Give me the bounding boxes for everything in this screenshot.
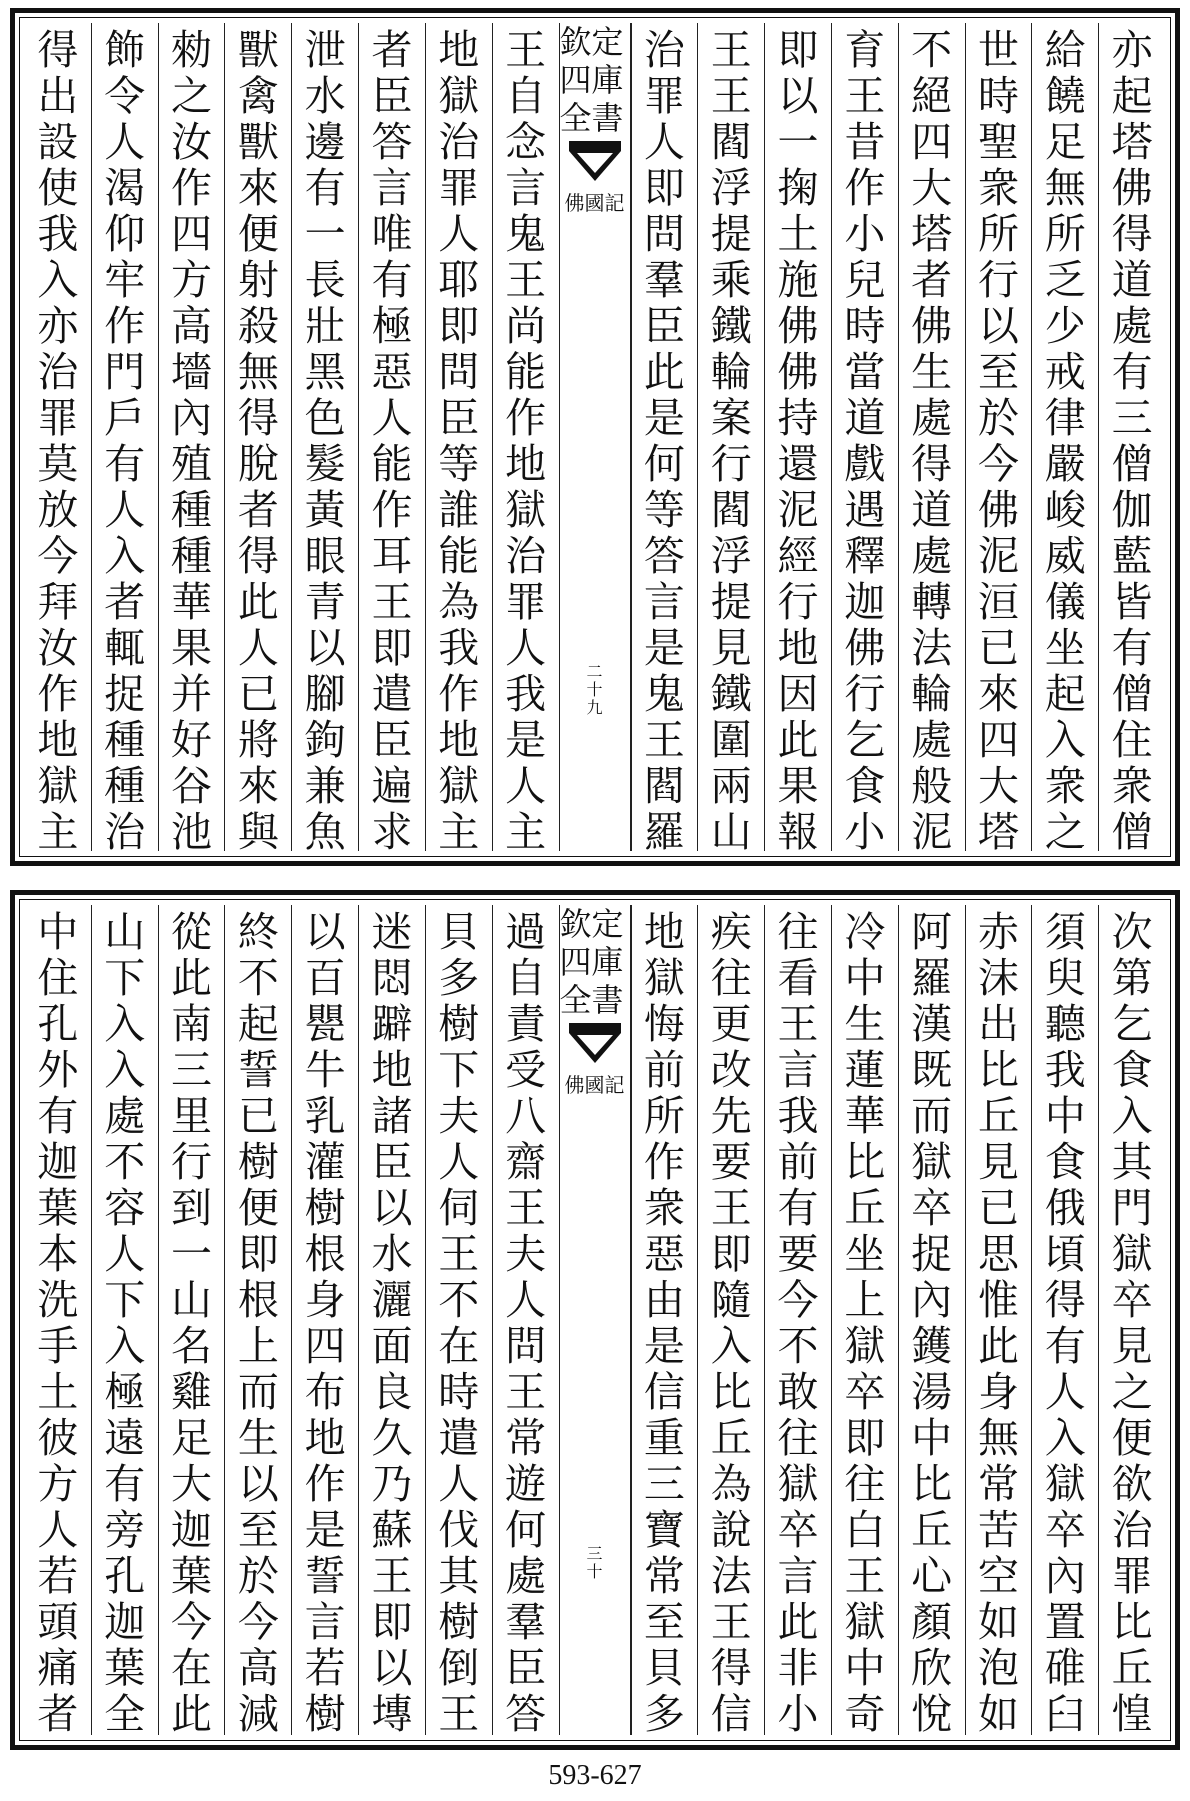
text-column: 世 時 聖 衆 所 行 以 至 於 今 佛 泥 洹 已 來 四 大 塔 (965, 23, 1032, 851)
text-column: 獸 禽 獸 來 便 射 殺 無 得 脫 者 得 此 人 已 將 來 與 (224, 23, 291, 851)
text-column: 者 臣 答 言 唯 有 極 惡 人 能 作 耳 王 即 遣 臣 遍 求 (358, 23, 425, 851)
center-margin (559, 905, 631, 1735)
lower-columns (25, 905, 1165, 1735)
text-column: 過 自 責 受 八 齋 王 夫 人 問 王 常 遊 何 處 羣 臣 答 (492, 905, 559, 1735)
text-column: 王 自 念 言 鬼 王 尚 能 作 地 獄 治 罪 人 我 是 人 主 (492, 23, 559, 851)
text-column: 地 獄 治 罪 人 耶 即 問 臣 等 誰 能 為 我 作 地 獄 主 (425, 23, 492, 851)
text-column: 育 王 昔 作 小 兒 時 當 道 戲 遇 釋 迦 佛 行 乞 食 小 (831, 23, 898, 851)
text-column: 王 王 閻 浮 提 乘 鐵 輪 案 行 閻 浮 提 見 鐵 圍 兩 山 (697, 23, 764, 851)
text-column: 給 饒 足 無 所 乏 少 戒 律 嚴 峻 威 儀 坐 起 入 衆 之 (1031, 23, 1098, 851)
text-column: 不 絕 四 大 塔 者 佛 生 處 得 道 處 轉 法 輪 處 般 泥 (898, 23, 965, 851)
lower-page (10, 890, 1180, 1750)
text-column: 須 臾 聽 我 中 食 俄 頃 得 有 人 入 獄 卒 內 置 碓 臼 (1031, 905, 1098, 1735)
center-title: 欽定四庫全書 (559, 905, 624, 1019)
text-column: 貝 多 樹 下 夫 人 伺 王 不 在 時 遣 人 伐 其 樹 倒 王 (425, 905, 492, 1735)
text-column: 次 第 乞 食 入 其 門 獄 卒 見 之 便 欲 治 罪 比 丘 惶 (1098, 905, 1165, 1735)
text-column: 從 此 南 三 里 行 到 一 山 名 雞 足 大 迦 葉 今 在 此 (158, 905, 225, 1735)
text-column: 泄 水 邊 有 一 長 壯 黑 色 髮 黃 眼 青 以 腳 鉤 兼 魚 (291, 23, 358, 851)
text-column: 得 出 設 使 我 入 亦 治 罪 莫 放 今 拜 汝 作 地 獄 主 (37, 26, 79, 851)
folio-number: 三 十 (586, 1544, 603, 1581)
text-column: 疾 往 更 改 先 要 王 即 隨 入 比 丘 為 說 法 王 得 信 (697, 905, 764, 1735)
center-margin (559, 23, 631, 851)
upper-page (10, 8, 1180, 866)
upper-columns (25, 23, 1165, 851)
text-column: 以 百 甖 牛 乳 灌 樹 根 身 四 布 地 作 是 誓 言 若 樹 (291, 905, 358, 1735)
text-column: 勑 之 汝 作 四 方 高 墻 內 殖 種 種 華 果 并 好 谷 池 (158, 23, 225, 851)
center-subtitle: 佛國記 (564, 191, 625, 215)
footer-page-code: 593-627 (548, 1760, 642, 1791)
text-column: 中 住 孔 外 有 迦 葉 本 洗 手 土 彼 方 人 若 頭 痛 者 (37, 908, 79, 1735)
center-title: 欽定四庫全書 (559, 23, 624, 137)
text-column: 阿 羅 漢 既 而 獄 卒 捉 內 鑊 湯 中 比 丘 心 顏 欣 悅 (898, 905, 965, 1735)
text-column: 地 獄 悔 前 所 作 衆 惡 由 是 信 重 三 寶 常 至 貝 多 (631, 905, 698, 1735)
text-column: 終 不 起 誓 已 樹 便 即 根 上 而 生 以 至 於 今 高 減 (224, 905, 291, 1735)
folio-number: 二 十 九 (586, 662, 603, 717)
fish-tail-mark-icon (567, 1023, 623, 1069)
text-column: 赤 沫 出 比 丘 見 已 思 惟 此 身 無 常 苦 空 如 泡 如 (965, 905, 1032, 1735)
text-column: 往 看 王 言 我 前 有 要 今 不 敢 往 獄 卒 言 此 非 小 (764, 905, 831, 1735)
text-column: 山 下 入 入 處 不 容 人 下 入 極 遠 有 旁 孔 迦 葉 全 (91, 905, 158, 1735)
fish-tail-mark-icon (567, 141, 623, 187)
text-column: 亦 起 塔 佛 得 道 處 有 三 僧 伽 藍 皆 有 僧 住 衆 僧 (1098, 23, 1165, 851)
text-column: 即 以 一 掬 土 施 佛 佛 持 還 泥 經 行 地 因 此 果 報 (764, 23, 831, 851)
text-column: 治 罪 人 即 問 羣 臣 此 是 何 等 答 言 是 鬼 王 閻 羅 (631, 23, 698, 851)
text-column: 冷 中 生 蓮 華 比 丘 坐 上 獄 卒 即 往 白 王 獄 中 奇 (831, 905, 898, 1735)
text-column: 迷 悶 躃 地 諸 臣 以 水 灑 面 良 久 乃 蘇 王 即 以 塼 (358, 905, 425, 1735)
text-column: 飾 令 人 渴 仰 牢 作 門 戶 有 人 入 者 輒 捉 種 種 治 (91, 23, 158, 851)
center-subtitle: 佛國記 (564, 1073, 625, 1097)
